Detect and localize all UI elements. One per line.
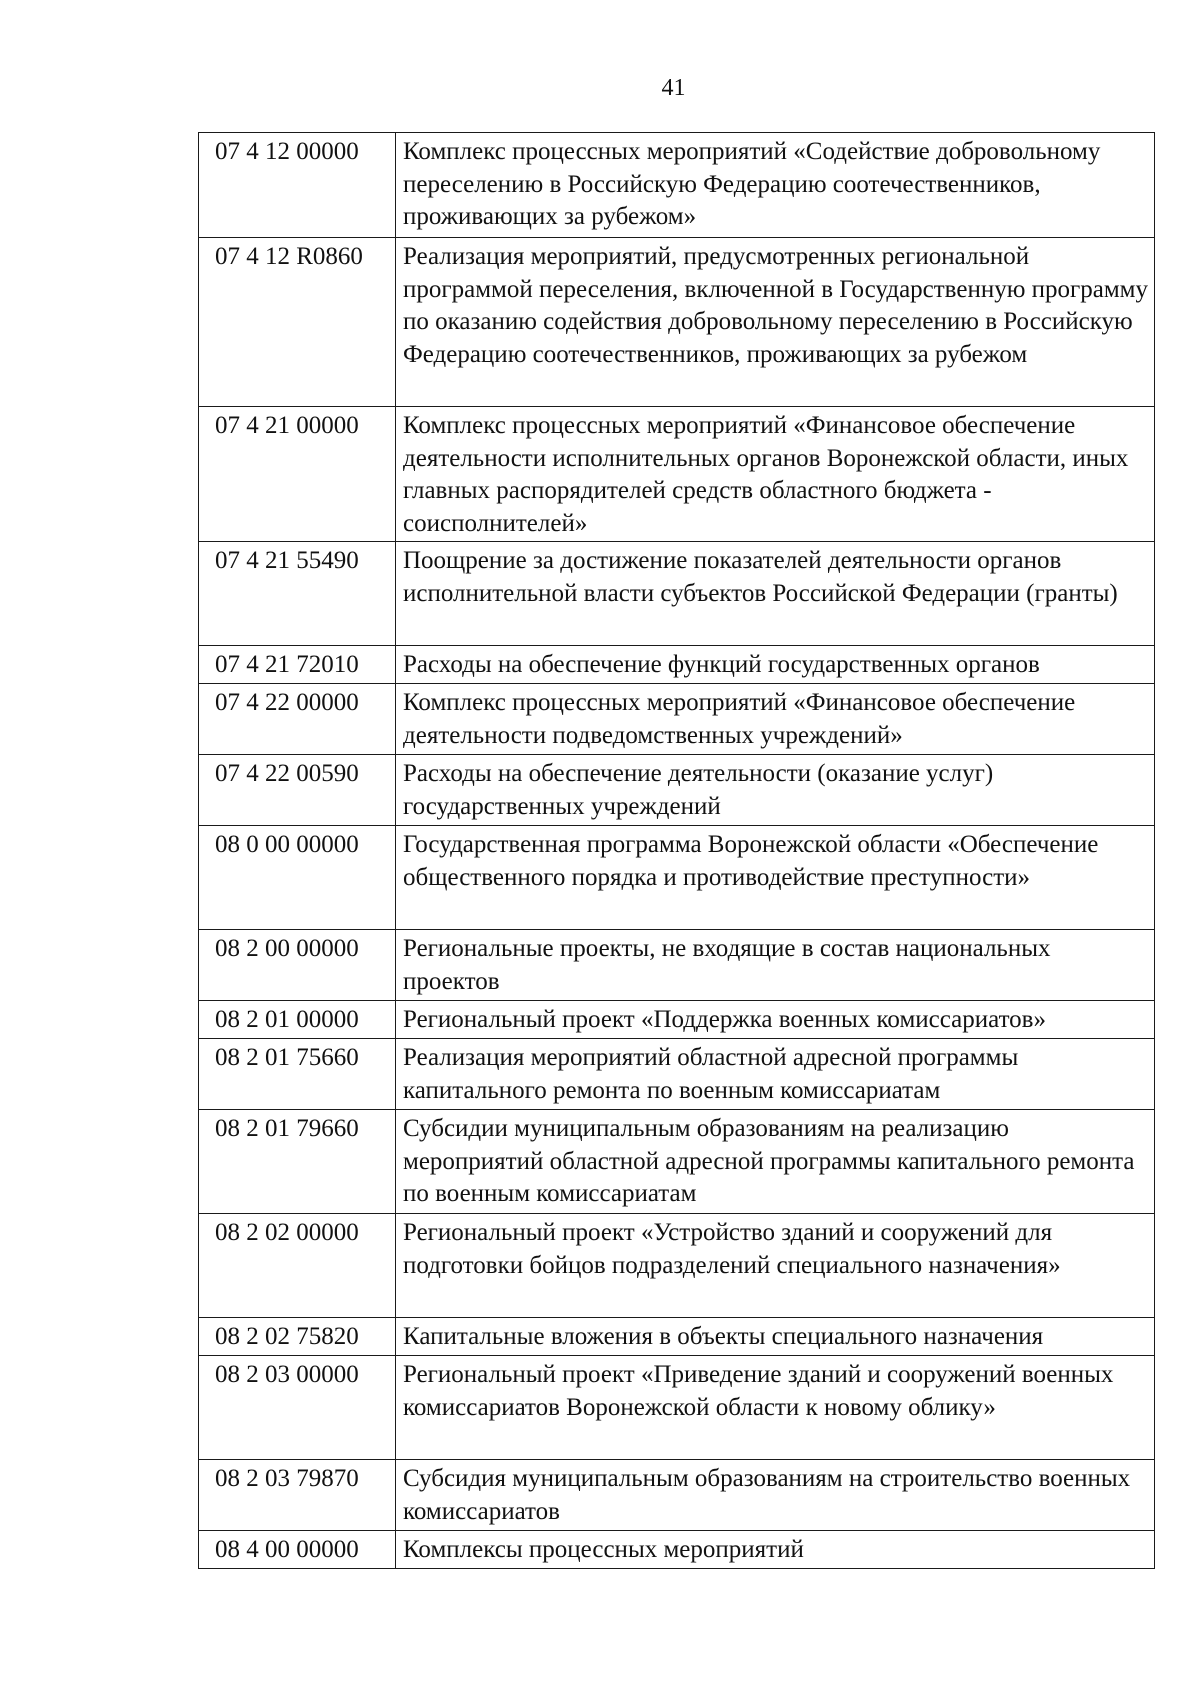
code-cell: 07 4 21 72010: [199, 646, 396, 684]
code-cell: 07 4 21 00000: [199, 407, 396, 542]
description-cell: Субсидия муниципальным образованиям на строительство военных комиссариатов: [396, 1460, 1155, 1531]
description-cell: Капитальные вложения в объекты специального назначения: [396, 1318, 1155, 1356]
page-number: 41: [661, 75, 686, 101]
code-cell: 07 4 12 R0860: [199, 238, 396, 407]
table-row: [199, 1318, 1155, 1356]
code-cell: 08 2 02 00000: [199, 1214, 396, 1318]
code-cell: 07 4 22 00000: [199, 684, 396, 755]
code-cell: 08 2 01 79660: [199, 1110, 396, 1214]
description-cell: Реализация мероприятий, предусмотренных региональной программой переселения, включенной в Государственную программу по оказанию содействия добровольному переселению в Российскую Федерацию соотечественников, проживающих за рубежом: [396, 238, 1155, 407]
table-row: [199, 238, 1155, 407]
table-row: [199, 1356, 1155, 1460]
table-row: [199, 684, 1155, 755]
code-cell: 08 2 01 75660: [199, 1039, 396, 1110]
table-row: [199, 1039, 1155, 1110]
description-cell: Региональные проекты, не входящие в состав национальных проектов: [396, 930, 1155, 1001]
description-cell: Региональный проект «Устройство зданий и сооружений для подготовки бойцов подразделений специального назначения»: [396, 1214, 1155, 1318]
description-cell: Комплексы процессных мероприятий: [396, 1531, 1155, 1569]
description-cell: Региональный проект «Поддержка военных комиссариатов»: [396, 1001, 1155, 1039]
code-cell: 08 2 03 00000: [199, 1356, 396, 1460]
description-cell: Субсидии муниципальным образованиям на реализацию мероприятий областной адресной программы капитального ремонта по военным комиссариатам: [396, 1110, 1155, 1214]
table-row: [199, 1531, 1155, 1569]
table-row: [199, 1001, 1155, 1039]
code-cell: 07 4 21 55490: [199, 542, 396, 646]
table-row: [199, 133, 1155, 238]
description-cell: Комплекс процессных мероприятий «Финансовое обеспечение деятельности подведомственных учреждений»: [396, 684, 1155, 755]
description-cell: Поощрение за достижение показателей деятельности органов исполнительной власти субъектов Российской Федерации (гранты): [396, 542, 1155, 646]
table-row: [199, 407, 1155, 542]
description-cell: Расходы на обеспечение функций государственных органов: [396, 646, 1155, 684]
code-cell: 08 2 01 00000: [199, 1001, 396, 1039]
code-cell: 07 4 12 00000: [199, 133, 396, 238]
code-cell: 08 2 03 79870: [199, 1460, 396, 1531]
description-cell: Государственная программа Воронежской области «Обеспечение общественного порядка и противодействие преступности»: [396, 826, 1155, 930]
code-cell: 08 0 00 00000: [199, 826, 396, 930]
code-cell: 08 4 00 00000: [199, 1531, 396, 1569]
code-cell: 08 2 00 00000: [199, 930, 396, 1001]
budget-code-table: [198, 132, 1155, 1569]
description-cell: Комплекс процессных мероприятий «Финансовое обеспечение деятельности исполнительных органов Воронежской области, иных главных распорядителей средств областного бюджета - соисполнителей»: [396, 407, 1155, 542]
code-cell: 08 2 02 75820: [199, 1318, 396, 1356]
table-row: [199, 930, 1155, 1001]
table-row: [199, 1110, 1155, 1214]
description-cell: Расходы на обеспечение деятельности (оказание услуг) государственных учреждений: [396, 755, 1155, 826]
table-row: [199, 646, 1155, 684]
description-cell: Региональный проект «Приведение зданий и сооружений военных комиссариатов Воронежской области к новому облику»: [396, 1356, 1155, 1460]
code-cell: 07 4 22 00590: [199, 755, 396, 826]
table-row: [199, 755, 1155, 826]
description-cell: Комплекс процессных мероприятий «Содействие добровольному переселению в Российскую Федерацию соотечественников, проживающих за рубежом»: [396, 133, 1155, 238]
table-row: [199, 826, 1155, 930]
table-row: [199, 1214, 1155, 1318]
description-cell: Реализация мероприятий областной адресной программы капитального ремонта по военным комиссариатам: [396, 1039, 1155, 1110]
table-row: [199, 542, 1155, 646]
table-row: [199, 1460, 1155, 1531]
